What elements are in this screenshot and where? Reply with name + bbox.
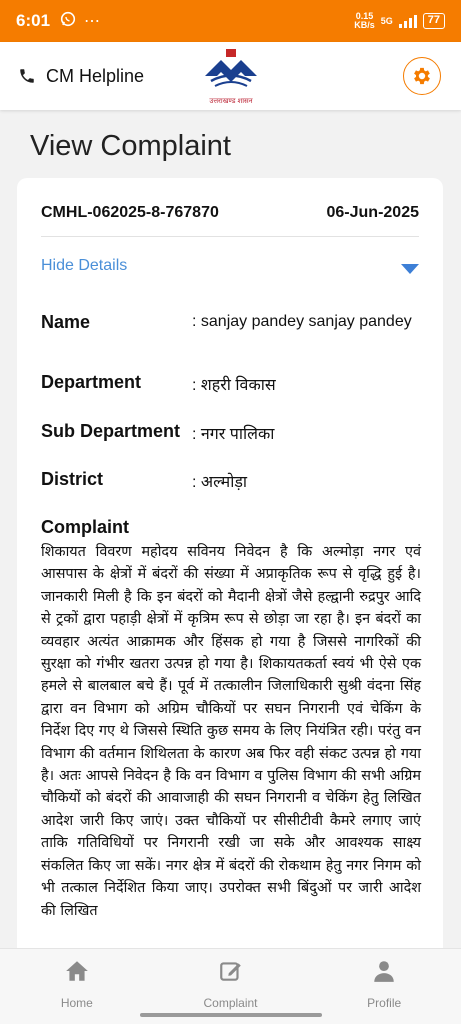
whatsapp-icon	[60, 11, 76, 32]
gear-icon	[411, 65, 433, 87]
helpline-label[interactable]: CM Helpline	[46, 65, 145, 86]
net-speed-unit: KB/s	[354, 20, 375, 30]
battery-icon: 77	[423, 13, 445, 29]
hide-details-link[interactable]: Hide Details	[41, 257, 128, 274]
field-label: Name	[41, 312, 91, 332]
field-label: Department	[41, 372, 142, 392]
field-value: : sanjay pandey sanjay pandey	[192, 313, 412, 330]
complaint-card	[17, 178, 443, 968]
phone-icon[interactable]	[18, 67, 36, 85]
field-value: : अल्मोड़ा	[192, 474, 248, 491]
net-speed-value: 0.15	[355, 11, 374, 21]
field-label: District	[41, 469, 104, 489]
nav-label-complaint: Complaint	[203, 996, 258, 1010]
nav-label-home: Home	[60, 996, 93, 1010]
field-value: : नगर पालिका	[192, 426, 275, 443]
nav-item-profile[interactable]	[307, 949, 461, 1024]
field-row-sub-department	[41, 421, 419, 444]
divider	[41, 236, 419, 237]
signal-icon	[399, 14, 417, 28]
bottom-nav	[0, 948, 461, 1024]
complaint-id: CMHL-062025-8-767870	[41, 204, 219, 221]
nav-label-profile: Profile	[367, 996, 402, 1010]
status-bar	[0, 0, 461, 42]
network-type: 5G	[380, 16, 393, 26]
field-row-department	[41, 372, 419, 395]
edit-icon	[218, 958, 244, 984]
complaint-label: Complaint	[41, 517, 129, 537]
gesture-bar[interactable]	[140, 1013, 322, 1017]
logo-text: उत्तराखण्ड शासन	[209, 98, 253, 105]
field-value: : शहरी विकास	[192, 377, 276, 394]
more-icon: ⋯	[84, 13, 101, 30]
complaint-text: शिकायत विवरण महोदय सविनय निवेदन है कि अल्मोड़ा नगर एवं आसपास के क्षेत्रों में बंदरों की संख्या में अप्राकृतिक रूप से वृद्धि हुई है। जानकारी मिली है कि इन बंदरों को मैदानी क्षेत्रों जैसे हल्द्वानी रुद्रपुर आदि से ट्रकों द्वारा पहाड़ी क्षेत्रों में कृत्रिम रूप से छोड़ा जा रहा है। इन बंदरों का व्यवहार अत्यंत आक्रामक और हिंसक हो गया है जिससे नागरिकों की सुरक्षा को गंभीर खतरा उत्पन्न हो गया है। शिकायतकर्ता स्वयं भी ऐसे एक हमले से बालबाल बचे हैं। पूर्व में तत्कालीन जिलाधिकारी सुश्री वंदना सिंह द्वारा वन विभाग को अग्रिम चौकियों पर सघन निगरानी एवं चेकिंग के निर्देश दिए गए थे जिससे स्थिति कुछ समय के लिए नियंत्रित रही। परंतु वन विभाग की वर्तमान शिथिलता के कारण अब फिर वही संकट उत्पन्न हो गया है। अतः आपसे निवेदन है कि वन विभाग व पुलिस विभाग की सभी अग्रिम चौकियों को बंदरों की आवाजाही की सघन निगरानी व चेकिंग हेतु लिखित आदेश जारी किए जाएं। उक्त चौकियों पर सीसीटीवी कैमरे लगाए जाएं ताकि गतिविधियों पर निगरानी रखी जा सके और आवश्यक साक्ष्य संकलित किए जा सकें। नगर क्षेत्र में बंदरों की रोकथाम हेतु नगर निगम को भी तत्काल निर्देशित किया जाए। उपरोक्त सभी बिंदुओं पर जारी आदेश की लिखित	[41, 544, 421, 919]
field-label: Sub Department	[41, 421, 181, 441]
field-row-district	[41, 469, 419, 492]
field-row-name	[41, 312, 419, 333]
status-time: 6:01	[16, 11, 51, 30]
complaint-date: 06-Jun-2025	[326, 204, 419, 221]
home-icon	[64, 958, 90, 984]
page-title: View Complaint	[30, 130, 231, 162]
complaint-header	[41, 204, 419, 222]
nav-item-home[interactable]	[0, 949, 154, 1024]
settings-button[interactable]	[403, 57, 441, 95]
app-bar	[0, 42, 461, 110]
net-speed	[354, 12, 375, 30]
person-icon	[371, 958, 397, 984]
triangle-down-icon[interactable]	[401, 264, 419, 274]
uttarakhand-logo	[200, 48, 262, 108]
